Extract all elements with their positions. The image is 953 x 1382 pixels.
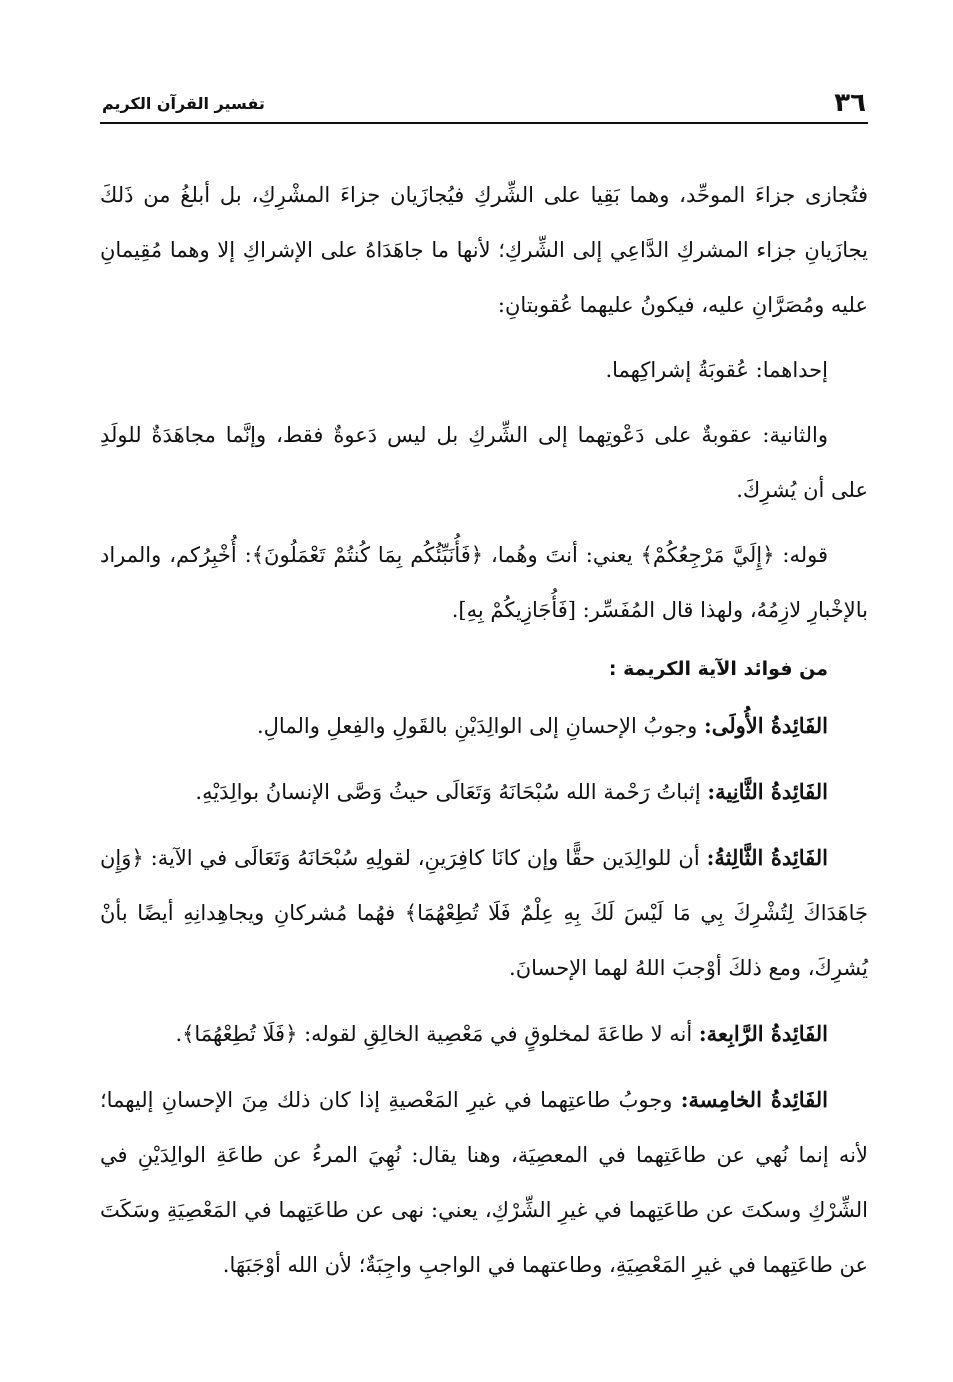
benefit-lead: الفَائِدةُ الثَّالِثةُ:: [706, 845, 829, 870]
benefit-item: [100, 698, 868, 754]
paragraph-text: قوله: ﴿إِلَيَّ مَرْجِعُكُمْ﴾ يعني: أنتَ وهُما، ﴿فَأُنَبِّئُكُم بِمَا كُنتُمْ تَعْمَلُونَ﴾: أُخْبِرُكم، والمراد بالإخْبارِ لازِمُهُ، ولهذا قال المُفَسِّر: [فَأُجَازِيكُمْ بِهِ].: [100, 543, 868, 622]
paragraph-text: فتُجازى جزاءَ الموحِّد، وهما بَقِيا على الشِّركِ فيُجازَيان جزاءَ المشْرِكِ، بل أبلغُ من ذَلكَ يجازَيانِ جزاء المشركِ الدَّاعِي إلى الشِّركِ؛ لأنها ما جاهَدَاهُ على الإشراكِ إلا وهما مُقِيمانِ عليه ومُصَرَّانِ عليه، فيكونُ عليهما عُقوبتانِ:: [100, 183, 868, 317]
benefit-text: وجوبُ طاعتِهما في غيرِ المَعْصيةِ إذا كان ذلك مِنَ الإحسانِ إليهما؛ لأنه إنما نُهي عن طاعَتِهما في المعصِيَة، وهنا يقال: نُهِيَ المرءُ عن طاعَةِ الوالِدَيْنِ في الشِّرْكِ وسكتَ عن طاعَتِهما في غيرِ الشِّرْكِ، يعني: نهى عن طاعَتِهما في المَعْصِيَةِ وسَكَتَ عن طاعَتِهما في غيرِ المَعْصِيَةِ، وطاعتهما في الواجبِ واجِبَةٌ؛ لأن الله أوْجَبَهَا.: [100, 1088, 868, 1277]
paragraph-text: إحداهما: عُقوبَةُ إشراكِهما.: [605, 358, 828, 382]
section-heading: من فوائد الآية الكريمة :: [608, 658, 828, 680]
benefit-item: [100, 764, 868, 820]
benefit-item: [100, 830, 868, 996]
benefit-text: أنه لا طاعَةَ لمخلوقٍ في مَعْصِية الخالِقِ لقوله: ﴿فَلَا تُطِعْهُمَا﴾.: [175, 1022, 699, 1046]
benefit-lead: الفَائِدةُ الأُولَى:: [703, 713, 828, 738]
paragraph: [100, 528, 868, 638]
paragraph: [100, 343, 868, 398]
benefit-lead: الفَائِدةُ الخامِسة:: [680, 1087, 828, 1112]
header-rule: [100, 122, 868, 124]
benefit-text: أن للوالِدَين حقًّا وإن كانَا كافِرَينِ، لقولِهِ سُبْحَانَهُ وَتَعَالَى في الآية: ﴿وَإِن جَاهَدَاكَ لِتُشْرِكَ بِي مَا لَيْسَ لَكَ بِهِ عِلْمٌ فَلَا تُطِعْهُمَا﴾ فهُما مُشركانِ ويجاهِدانِهِ أيضًا بأنْ يُشرِكَ، ومع ذلكَ أوْجبَ اللهُ لهما الإحسانَ.: [100, 846, 868, 980]
page-number: ٣٦: [834, 88, 866, 118]
paragraph: [100, 168, 868, 333]
benefit-item: [100, 1006, 868, 1062]
page-body: [100, 168, 868, 1303]
paragraph-text: والثانية: عقوبةٌ على دَعْوتِهما إلى الشِّركِ بل ليس دَعوةٌ فقط، وإنَّما مجاهَدَةٌ للولَدِ على أن يُشرِكَ.: [100, 423, 868, 502]
benefit-lead: الفَائِدةُ الرَّابِعة:: [698, 1021, 828, 1046]
paragraph: [100, 408, 868, 518]
benefit-text: وجوبُ الإحسانِ إلى الوالِدَيْنِ بالقَولِ والفِعلِ والمالِ.: [256, 714, 704, 738]
benefit-text: إثباتُ رَحْمة الله سُبْحَانَهُ وَتَعَالَى حيثُ وَصَّى الإنسانُ بوالِدَيْهِ.: [195, 780, 708, 804]
benefit-lead: الفَائِدةُ الثَّانِية:: [707, 779, 828, 804]
benefit-item: [100, 1072, 868, 1293]
page-header: [100, 86, 868, 126]
running-title: تفسير القرآن الكريم: [102, 94, 265, 113]
